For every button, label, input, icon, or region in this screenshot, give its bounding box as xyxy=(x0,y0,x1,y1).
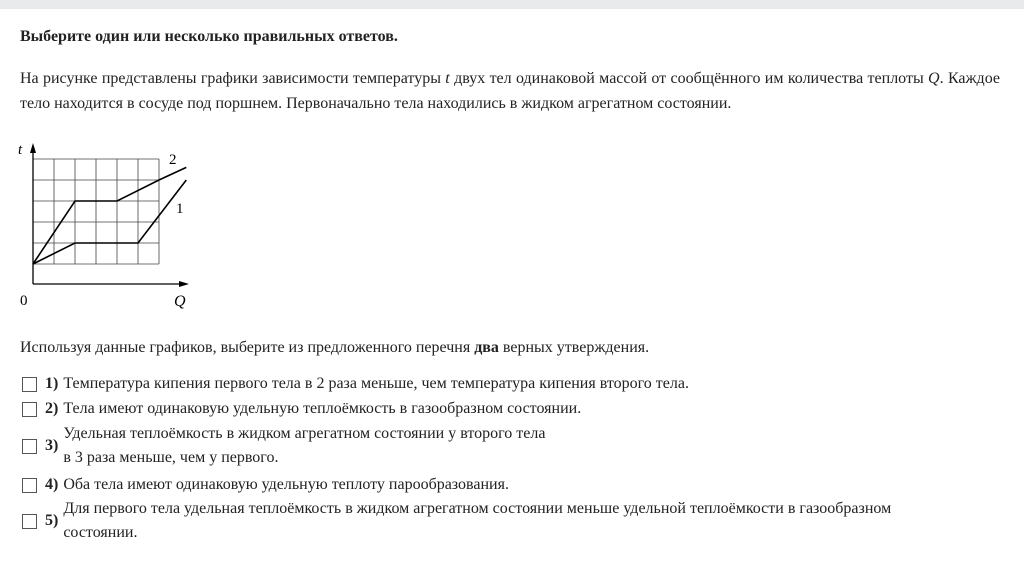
option-number: 3) xyxy=(45,437,59,454)
checkbox-option-4[interactable] xyxy=(22,478,37,493)
option-text: Тела имеют одинаковую удельную теплоёмкость в газообразном состоянии. xyxy=(63,400,582,417)
option-text-line-1: Для первого тела удельная теплоёмкость в жидком агрегатном состоянии меньше удельной теплоёмкости в газообразном xyxy=(63,500,892,517)
checkbox-option-1[interactable] xyxy=(22,377,37,392)
answer-option-5[interactable] xyxy=(22,497,891,545)
problem-statement xyxy=(20,66,1000,116)
question-text-2: верных утверждения. xyxy=(498,339,650,356)
option-number: 1) xyxy=(45,375,59,392)
checkbox-option-5[interactable] xyxy=(22,514,37,529)
curve-2-label: 2 xyxy=(169,152,177,168)
option-number: 4) xyxy=(45,476,59,493)
x-axis-label: Q xyxy=(174,293,186,310)
option-text: Температура кипения первого тела в 2 раза меньше, чем температура кипения второго тела. xyxy=(63,375,689,392)
option-number: 2) xyxy=(45,400,59,417)
checkbox-option-3[interactable] xyxy=(22,439,37,454)
answer-option-2[interactable] xyxy=(22,397,581,421)
question-bold: два xyxy=(474,339,499,356)
checkbox-option-2[interactable] xyxy=(22,402,37,417)
answer-option-3[interactable] xyxy=(22,422,545,470)
top-bar xyxy=(0,0,1024,9)
question-text xyxy=(20,339,649,357)
option-text xyxy=(63,422,545,470)
statement-text-2: двух тел одинаковой массой от сообщённого им количества теплоты xyxy=(449,70,929,87)
answer-option-4[interactable] xyxy=(22,473,509,497)
statement-text-1: На рисунке представлены графики зависимости температуры xyxy=(20,70,446,87)
variable-t: t xyxy=(445,70,450,87)
option-number: 5) xyxy=(45,512,59,529)
origin-label: 0 xyxy=(20,293,28,309)
answer-option-1[interactable] xyxy=(22,372,689,396)
temperature-heat-graph xyxy=(10,138,200,314)
option-text-line-2: в 3 раза меньше, чем у первого. xyxy=(63,449,279,466)
y-axis-arrow xyxy=(30,143,36,153)
variable-q: Q xyxy=(928,70,940,87)
option-text-line-1: Удельная теплоёмкость в жидком агрегатном состоянии у второго тела xyxy=(63,425,546,442)
option-text-line-2: состоянии. xyxy=(63,524,138,541)
curve-1-label: 1 xyxy=(176,201,184,217)
question-text-1: Используя данные графиков, выберите из предложенного перечня xyxy=(20,339,475,356)
curve-2 xyxy=(33,167,186,264)
y-axis-label: t xyxy=(18,142,23,158)
graph-grid xyxy=(33,159,159,264)
instruction-heading: Выберите один или несколько правильных ответов. xyxy=(20,28,398,45)
statement-text-3: . Каждое тело находится в сосуде под поршнем. Первоначально тела находились в жидком агрегатном состоянии. xyxy=(20,70,1000,112)
option-text xyxy=(63,497,891,545)
option-text: Оба тела имеют одинаковую удельную теплоту парообразования. xyxy=(63,476,509,493)
x-axis-arrow xyxy=(179,281,189,287)
